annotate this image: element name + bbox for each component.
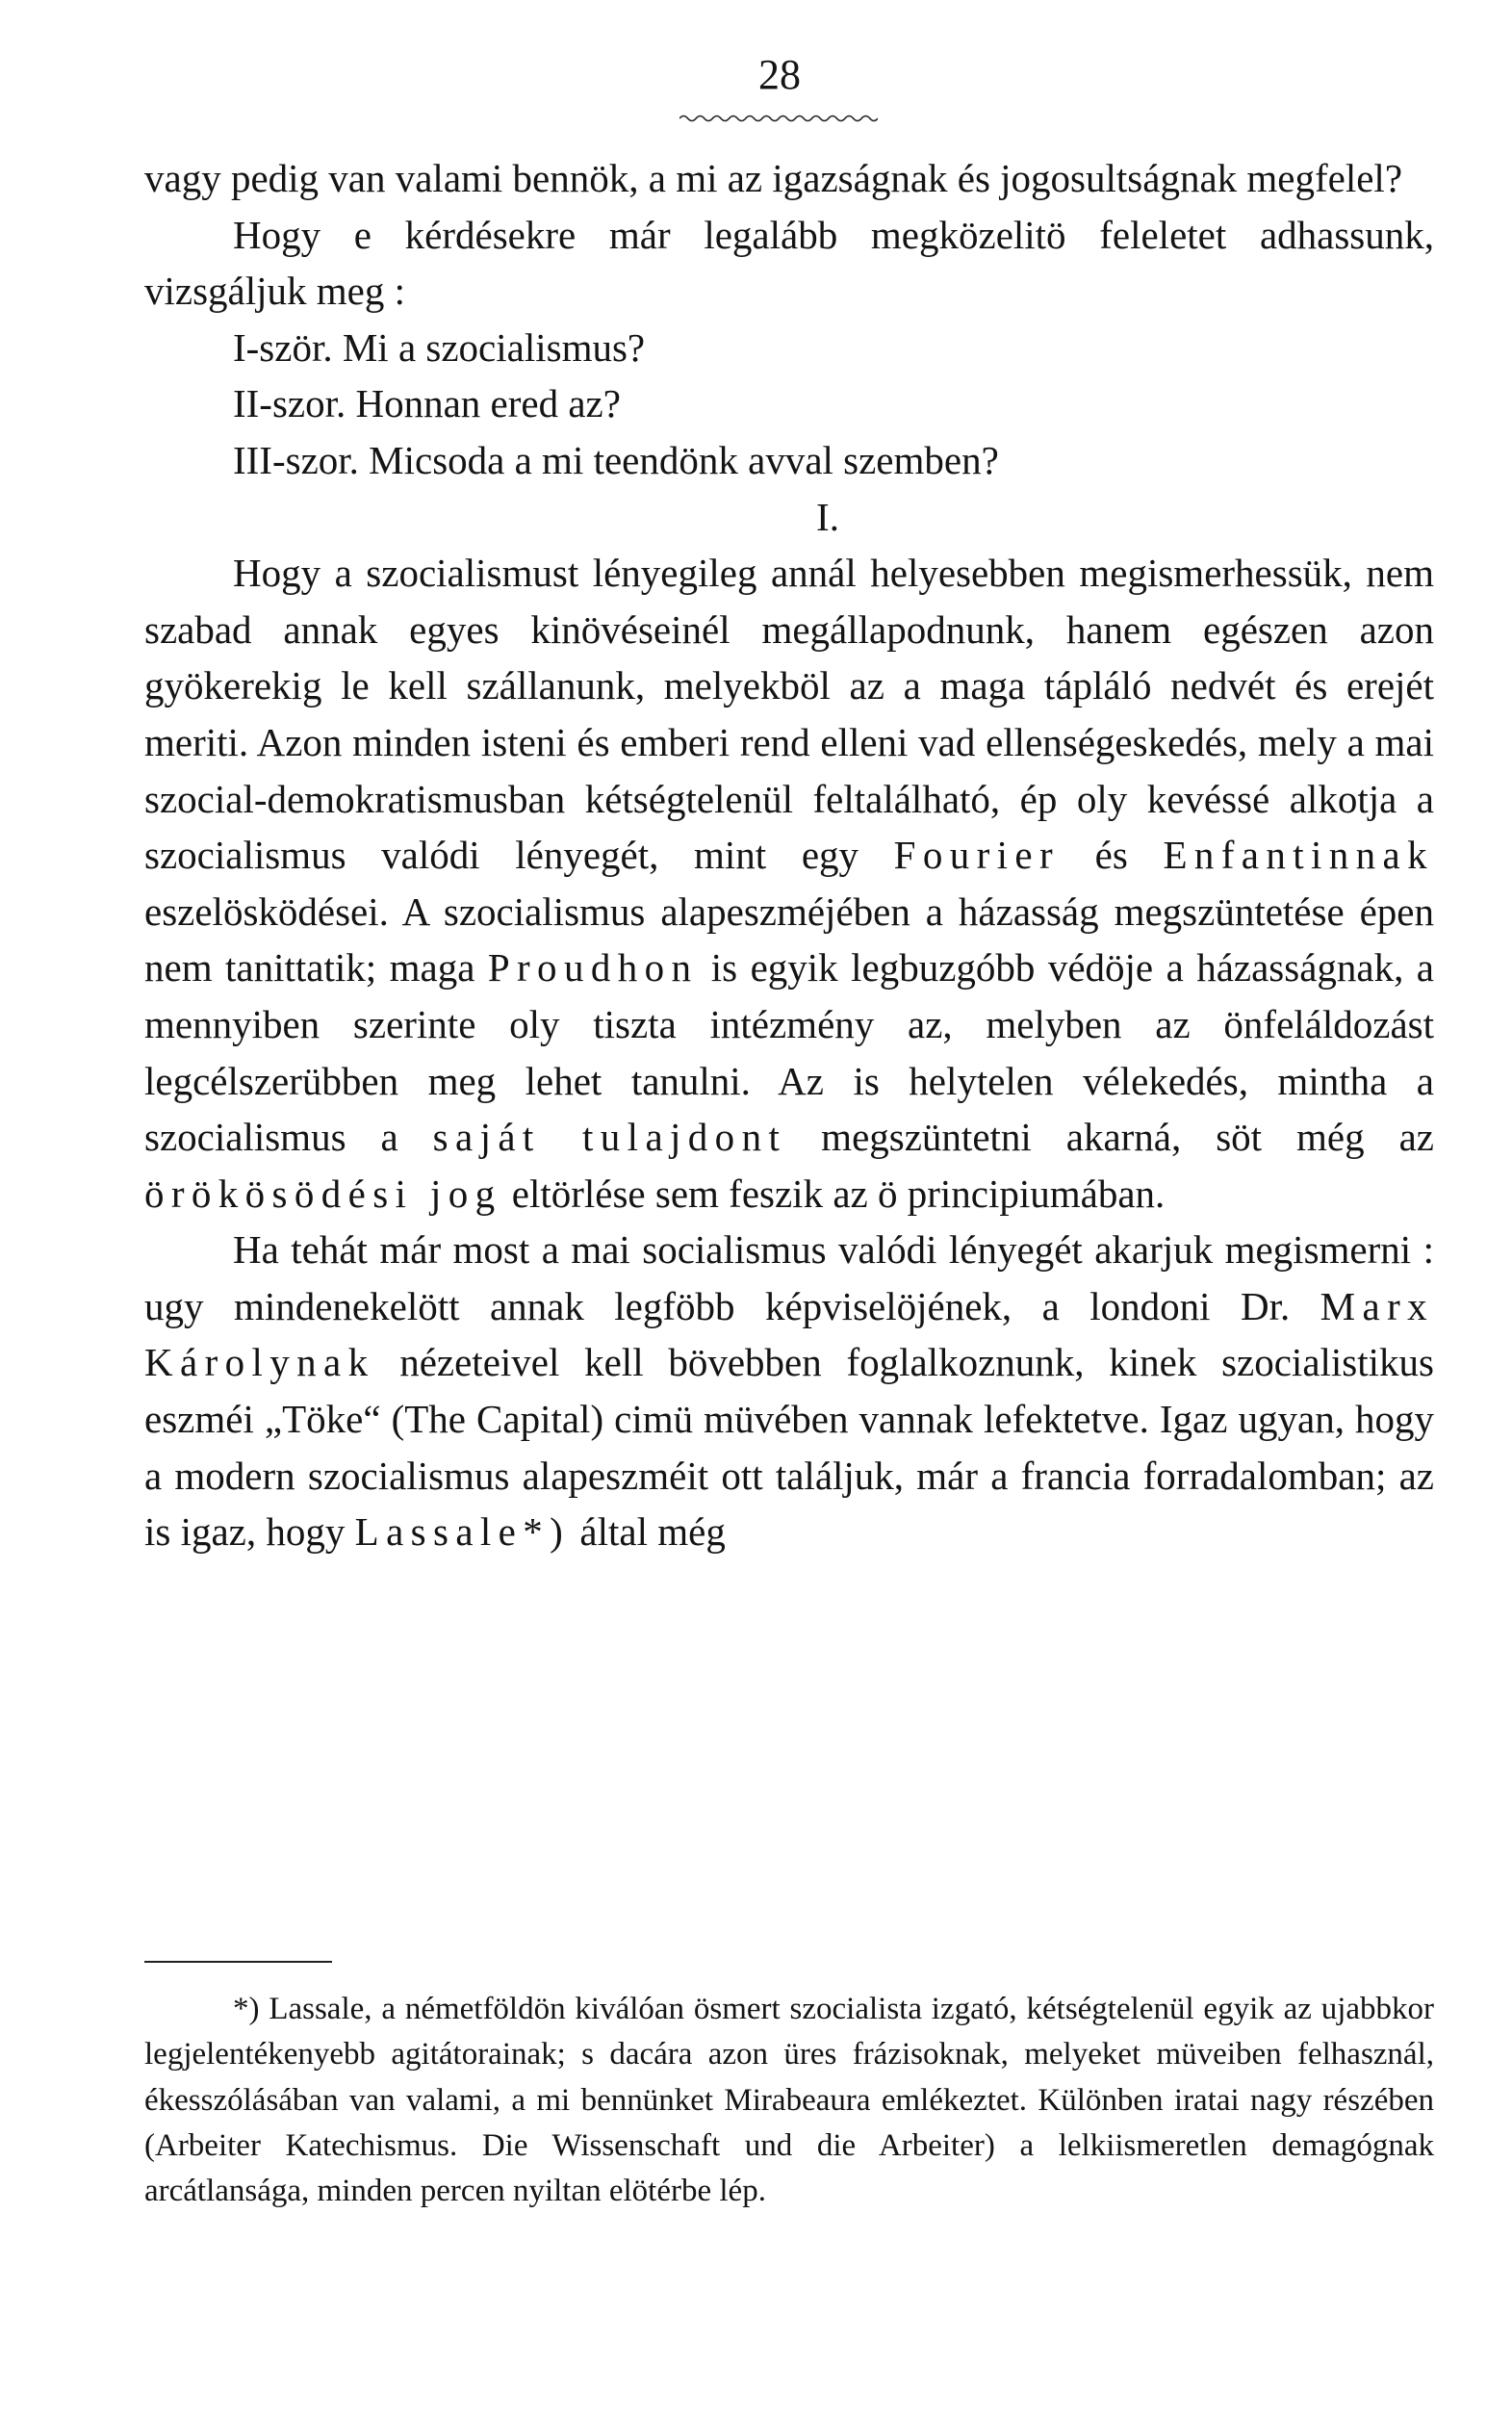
emphasized-name: Marx Károlynak [144, 1283, 1434, 1385]
text-run: megszüntetni akarná, söt még az [786, 1115, 1434, 1160]
section-heading [144, 489, 1434, 546]
text-run: által még [570, 1509, 726, 1555]
paragraph [144, 320, 1434, 376]
text-run: vagy pedig van valami bennök, a mi az igazságnak és jogosultságnak megfelel? [144, 156, 1403, 200]
text-run: Ha tehát már most a mai socialismus valódi lényegét akarjuk megismerni : ugy mindenekelött annak legföbb képviselöjének, a londoni Dr. [144, 1227, 1434, 1328]
paragraph [144, 207, 1434, 320]
emphasized-name: saját tulajdont [432, 1115, 787, 1160]
emphasized-name: Fourier [893, 833, 1061, 878]
text-run: I-ször. Mi a szocialismus? [233, 324, 646, 370]
page-number-ornament [679, 114, 878, 123]
page-number: 28 [758, 51, 801, 98]
emphasized-name: Lassale*) [354, 1509, 571, 1555]
text-run: III-szor. Micsoda a mi teendönk avval szemben? [233, 437, 999, 482]
body-text [144, 150, 1434, 1560]
paragraph [144, 150, 1434, 207]
text-run: II-szor. Honnan ered az? [233, 381, 621, 426]
emphasized-name: Enfantinnak [1163, 833, 1434, 878]
text-run: I. [816, 494, 839, 539]
footnote-separator [144, 1961, 332, 1963]
paragraph [144, 375, 1434, 432]
emphasized-name: örökösödési jog [144, 1171, 502, 1216]
emphasized-name: Proudhon [487, 945, 699, 991]
text-run: Hogy a szocialismust lényegileg annál helyesebben megismerhessük, nem szabad annak egyes kinövéseinél megállapodnunk, hanem egészen azon gyökerekig le kell szállanunk, melyekböl az a maga tápláló nedvét és erejét meriti. Azon minden isteni és emberi rend elleni vad ellenségeskedés, mely a mai szocial-demokratismusban kétségtelenül feltalálható, ép oly kevéssé alkotja a szocialismus valódi lényegét, mint egy [144, 551, 1434, 878]
text-run: Hogy e kérdésekre már legalább megközelitö feleletet adhassunk, vizsgáljuk meg : [144, 212, 1434, 314]
paragraph [144, 1222, 1434, 1560]
text-run: és [1060, 833, 1164, 878]
text-run: is egyik legbuzgóbb védöje a házasságnak, a mennyiben szerinte oly tiszta intézmény az, melyben az önfeláldozást legcélszerübben meg lehet tanulni. Az is helytelen vélekedés, mintha a szocialismus a [144, 945, 1434, 1160]
text-run: nézeteivel kell bövebben foglalkoznunk, kinek szocialistikus eszméi „Töke“ (The Capital) cimü müvében vannak lefektetve. Igaz ugyan, hogy a modern szocialismus alapeszméit ott találjuk, már a francia forradalomban; az is igaz, hogy [144, 1340, 1434, 1555]
paragraph [144, 545, 1434, 1222]
paragraph [144, 432, 1434, 489]
text-run: eszelösködései. A szocialismus alapeszméjében a házasság megszüntetése épen nem tanittatik; maga [144, 888, 1434, 991]
text-run: eltörlése sem feszik az ö principiumában. [501, 1171, 1166, 1216]
footnote: *) Lassale, a németföldön kiválóan ösmert szocialista izgató, kétségtelenül egyik az ujabbkor legjelentékenyebb agitátorainak; s dacára azon üres frázisoknak, melyeket müveiben felhasznál, ékesszólásában van valami, a mi bennünket Mirabeaura emlékeztet. Különben iratai nagy részében (Arbeiter Katechismus. Die Wissenschaft und die Arbeiter) a lelkiismeretlen demagógnak arcátlansága, minden percen nyiltan elötérbe lép. [144, 1992, 1434, 2209]
